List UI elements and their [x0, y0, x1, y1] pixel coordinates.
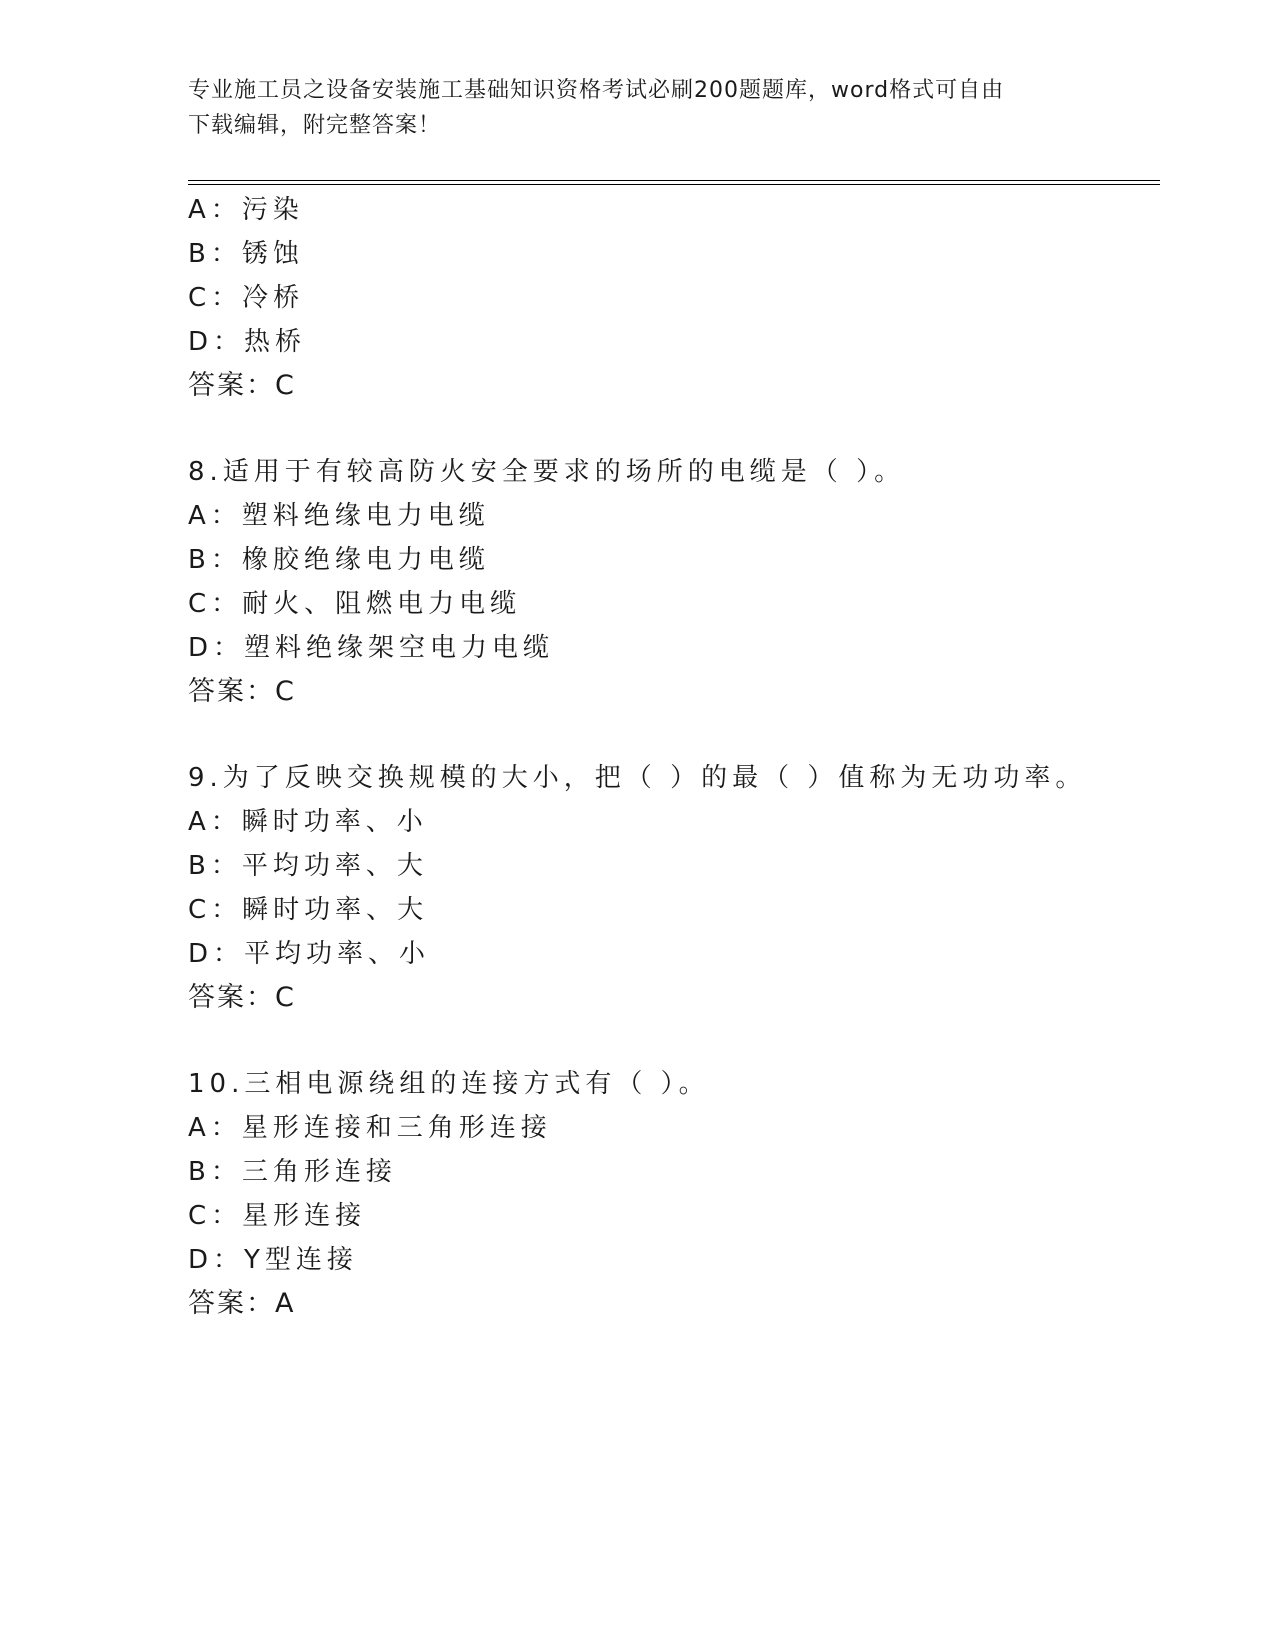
q9-question: 9.为了反映交换规模的大小，把（ ）的最（ ）值称为无功功率。 [188, 763, 1087, 793]
q9-option-d: D：平均功率、小 [188, 939, 431, 969]
q10-answer-value: A [275, 1288, 295, 1319]
header-divider-bottom [188, 184, 1160, 185]
q10-option-b: B：三角形连接 [188, 1157, 397, 1187]
q8-answer [188, 674, 295, 710]
header-line-2: 下载编辑，附完整答案！ [188, 113, 442, 138]
q9-answer [188, 980, 295, 1016]
q7-option-b: B：锈蚀 [188, 239, 304, 269]
q8-option-a: A：塑料绝缘电力电缆 [188, 501, 490, 531]
q7-option-a: A：污染 [188, 195, 304, 225]
q8-answer-label: 答案： [188, 676, 275, 707]
q10-option-d: D：Y型连接 [188, 1245, 358, 1275]
q10-answer [188, 1286, 294, 1322]
q10-option-c: C：星形连接 [188, 1201, 367, 1231]
q9-answer-label: 答案： [188, 982, 275, 1013]
q8-option-b: B：橡胶绝缘电力电缆 [188, 545, 490, 575]
q7-answer-label: 答案： [188, 370, 275, 401]
q9-option-c: C：瞬时功率、大 [188, 895, 429, 925]
q9-option-b: B：平均功率、大 [188, 851, 428, 881]
q10-answer-label: 答案： [188, 1288, 275, 1319]
q7-answer [188, 368, 295, 404]
q7-answer-value: C [275, 370, 295, 401]
q10-question: 10.三相电源绕组的连接方式有（ ）。 [188, 1069, 710, 1099]
q9-option-a: A：瞬时功率、小 [188, 807, 428, 837]
document-header [188, 73, 1068, 143]
q10-option-a: A：星形连接和三角形连接 [188, 1113, 552, 1143]
q8-question: 8.适用于有较高防火安全要求的场所的电缆是（ ）。 [188, 457, 906, 487]
q8-option-c: C：耐火、阻燃电力电缆 [188, 589, 522, 619]
header-line-1: 专业施工员之设备安装施工基础知识资格考试必刷200题题库，word格式可自由 [188, 78, 1005, 103]
header-divider-top [188, 180, 1160, 181]
q8-answer-value: C [275, 676, 295, 707]
q9-answer-value: C [275, 982, 295, 1013]
q8-option-d: D：塑料绝缘架空电力电缆 [188, 633, 555, 663]
q7-option-c: C：冷桥 [188, 283, 305, 313]
q7-option-d: D：热桥 [188, 327, 307, 357]
